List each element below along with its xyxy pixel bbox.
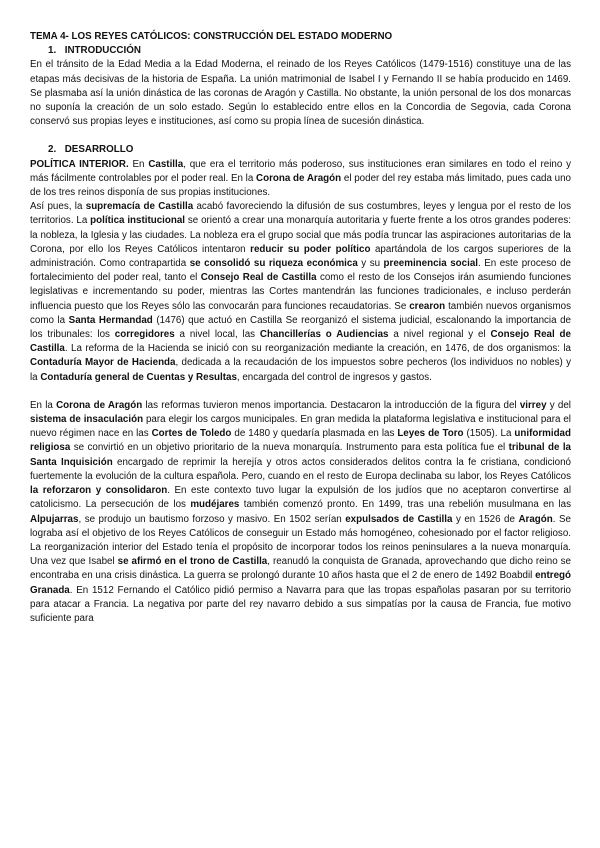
intro-paragraph: En el tránsito de la Edad Media a la Edad Moderna, el reinado de los Reyes Católicos (1479-1516) constituye una de las etapas más decisivas de la historia de España. La unión matrimonial de Isabel I y Fernando II se había producido en 1469. Se plasmaba así la unión dinástica de las coronas de Aragón y Castilla. No obstante, la unión personal de los dos monarcas no suponía la creación de un solo estado. Según lo establecido entre ellos en la Concordia de Segovia, cada Corona conservó sus propias leyes e instituciones, así como su propia línea de sucesión dinástica. (30, 59, 571, 128)
politica-interior-paragraph: POLÍTICA INTERIOR. En Castilla, que era el territorio más poderoso, sus instituciones eran similares en todo el reino y más fácilmente controlables por el poder real. En la Corona de Aragón el poder del rey estaba más limitado, pues cada uno de los tres reinos disponía de sus propias instituciones. (30, 158, 571, 199)
section-number: 1. (48, 45, 57, 57)
document-title: TEMA 4- LOS REYES CATÓLICOS: CONSTRUCCIÓN DEL ESTADO MODERNO (30, 31, 393, 42)
castilla-institutions-paragraph: Así pues, la supremacía de Castilla acabó favoreciendo la difusión de sus costumbres, leyes y lengua por el resto de los territorios. La política institucional se orientó a crear una monarquía autoritaria y fuerte frente a los otros grandes poderes: la nobleza, la Iglesia y las ciudades. La nobleza era el grupo social que más podía truncar las aspiraciones autoritarias de la Corona, por ello los Reyes Católicos intentaron reducir su poder político apartándola de los cargos superiores de la administración. Como contrapartida se consolidó su riqueza económica y su preeminencia social. En este proceso de fortalecimiento del poder real, tanto el Consejo Real de Castilla como el resto de los Consejos irán asumiendo funciones legislativas e incrementando su poder, mientras las Cortes mantendrán las funciones tradicionales, e incluso perderán influencia puesto que los Reyes sólo las convocarán para funciones recaudatorias. Se crearon también nuevos organismos como la Santa Hermandad (1476) que actuó en Castilla Se reorganizó el sistema judicial, escalonando la importancia de los tribunales: los corregidores a nivel local, las Chancillerías o Audiencias a nivel regional y el Consejo Real de Castilla. La reforma de la Hacienda se inició con su reorganización mediante la creación, en 1476, de dos organismos: la Contaduría Mayor de Hacienda, dedicada a la recaudación de los impuestos sobre pecheros (los individuos no nobles) y la Contaduría general de Cuentas y Resultas, encargada del control de ingresos y gastos. (30, 201, 571, 383)
aragon-reforms-paragraph: En la Corona de Aragón las reformas tuvieron menos importancia. Destacaron la introducción de la figura del virrey y del sistema de insaculación para elegir los cargos municipales. En gran medida la plataforma legislativa e institucional para el nuevo régimen nace en las Cortes de Toledo de 1480 y quedaría plasmada en las Leyes de Toro (1505). La uniformidad religiosa se convirtió en un objetivo prioritario de la nueva monarquía. Instrumento para esta política fue el tribunal de la Santa Inquisición encargado de reprimir la herejía y otros actos considerados delitos contra la fe cristiana, condicionó fuertemente la evolución de la cultura española. Pero, cuando en el resto de Europa declinaba su labor, los Reyes Católicos la reforzaron y consolidaron. En este contexto tuvo lugar la expulsión de los judíos que no aceptaron convertirse al catolicismo. La persecución de los mudéjares también comenzó pronto. En 1499, tras una rebelión musulmana en las Alpujarras, se produjo un bautismo forzoso y masivo. En 1502 serían expulsados de Castilla y en 1526 de Aragón. Se lograba así el objetivo de los Reyes Católicos de conseguir un Estado más homogéneo, cohesionado por el factor religioso. La reorganización interior del Estado tenía el propósito de incorporar todos los reinos peninsulares a la nueva monarquía. Una vez que Isabel se afirmó en el trono de Castilla, reanudó la conquista de Granada, aprovechando que dicho reino se encontraba en una crisis dinástica. La guerra se prolongó durante 10 años hasta que el 2 de enero de 1492 Boabdil entregó Granada. En 1512 Fernando el Católico pidió permiso a Navarra para que las tropas españolas pasaran por su territorio para atacar a Francia. La negativa por parte del rey navarro debido a sus simpatías por la causa de Francia, fue motivo suficiente para (30, 399, 572, 624)
section-heading-desarrollo (48, 143, 571, 157)
section-label: INTRODUCCIÓN (64, 45, 141, 57)
section-heading-introduccion (48, 44, 571, 58)
document-page (30, 30, 571, 626)
section-number: 2. (48, 144, 57, 156)
section-label: DESARROLLO (64, 144, 134, 156)
